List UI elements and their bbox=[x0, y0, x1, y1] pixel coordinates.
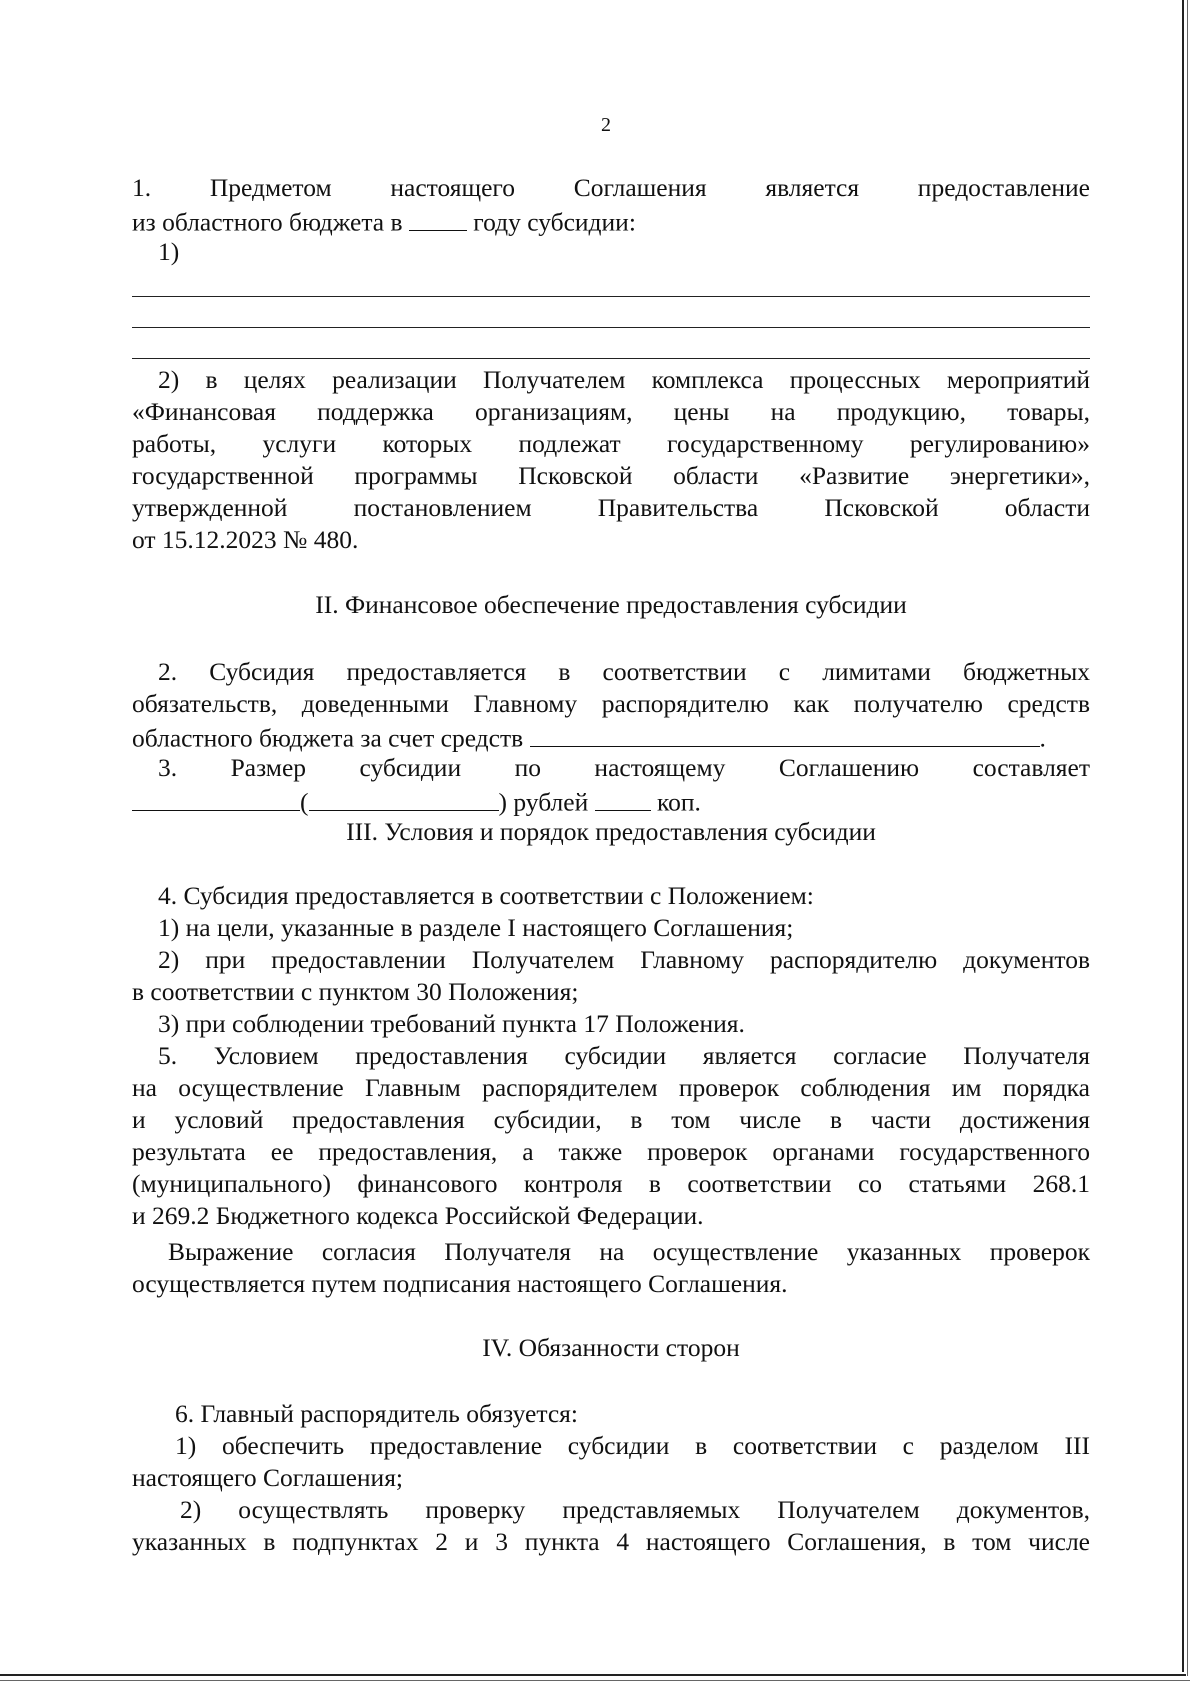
page-edge-bottom bbox=[0, 1674, 1186, 1676]
section-3-heading: III. Условия и порядок предоставления субсидии bbox=[346, 817, 876, 846]
paragraph-2-line-2: обязательств, доведенными Главному распорядителю как получателю средств bbox=[132, 689, 1090, 718]
page-edge-right-shadow bbox=[1187, 0, 1188, 1676]
paragraph-6-item-2-line-1: 2) осуществлять проверку представляемых Получателем документов, bbox=[180, 1495, 1090, 1524]
paragraph-3-line-1: 3. Размер субсидии по настоящему Соглашению составляет bbox=[158, 753, 1090, 782]
paragraph-5-line-5: (муниципального) финансового контроля в соответствии со статьями 268.1 bbox=[132, 1169, 1090, 1198]
paragraph-1-item-2-line-4: государственной программы Псковской области «Развитие энергетики», bbox=[132, 461, 1090, 490]
paragraph-5b-line-1: Выражение согласия Получателя на осуществление указанных проверок bbox=[168, 1237, 1090, 1266]
paragraph-1-line-2-text-b: году субсидии: bbox=[466, 207, 636, 237]
blank-rule-2 bbox=[132, 327, 1090, 328]
paragraph-6-item-2-line-2: указанных в подпунктах 2 и 3 пункта 4 настоящего Соглашения, в том числе bbox=[132, 1527, 1090, 1556]
page-number: 2 bbox=[601, 114, 611, 136]
paragraph-2-line-3 bbox=[132, 720, 1090, 755]
paragraph-1-item-2-line-3: работы, услуги которых подлежат государственному регулированию» bbox=[132, 429, 1090, 458]
paragraph-4-item-3: 3) при соблюдении требований пункта 17 Положения. bbox=[158, 1009, 745, 1038]
paragraph-6-item-1-line-1: 1) обеспечить предоставление субсидии в соответствии с разделом III bbox=[175, 1431, 1090, 1460]
paragraph-4-item-2-line-1: 2) при предоставлении Получателем Главному распорядителю документов bbox=[158, 945, 1090, 974]
paragraph-4-item-1: 1) на цели, указанные в разделе I настоящего Соглашения; bbox=[158, 913, 794, 942]
section-2-heading: II. Финансовое обеспечение предоставления субсидии bbox=[315, 590, 907, 619]
paragraph-1-line-2 bbox=[132, 204, 1090, 239]
funds-source-blank bbox=[530, 720, 1040, 747]
blank-rule-3 bbox=[132, 358, 1090, 359]
paragraph-1-item-2-line-2: «Финансовая поддержка организациям, цены на продукцию, товары, bbox=[132, 397, 1090, 426]
paragraph-6-item-1-line-2: настоящего Соглашения; bbox=[132, 1463, 404, 1492]
paragraph-1-item-2-line-5: утвержденной постановлением Правительства Псковской области bbox=[132, 493, 1090, 522]
paragraph-3-kopecks: коп. bbox=[650, 787, 701, 817]
paragraph-2-line-3-text: областного бюджета за счет средств bbox=[132, 723, 530, 753]
page-edge-bottom-shadow bbox=[0, 1680, 1190, 1681]
paragraph-1-item-2-line-6: от 15.12.2023 № 480. bbox=[132, 525, 359, 554]
paragraph-5-line-3: и условий предоставления субсидии, в том числе в части достижения bbox=[132, 1105, 1090, 1134]
paragraph-4-item-2-line-2: в соответствии с пунктом 30 Положения; bbox=[132, 977, 579, 1006]
paragraph-5-line-4: результата ее предоставления, а также проверок органами государственного bbox=[132, 1137, 1090, 1166]
paragraph-3-rubles: ) рублей bbox=[498, 787, 595, 817]
paragraph-5-line-1: 5. Условием предоставления субсидии является согласие Получателя bbox=[158, 1041, 1090, 1070]
paragraph-1-line-1: 1. Предметом настоящего Соглашения является предоставление bbox=[132, 173, 1090, 202]
page-edge-right bbox=[1182, 0, 1184, 1672]
year-blank bbox=[409, 204, 467, 231]
section-4-heading: IV. Обязанности сторон bbox=[482, 1333, 740, 1362]
amount-words-blank bbox=[309, 784, 499, 811]
paragraph-6-line-1: 6. Главный распорядитель обязуется: bbox=[175, 1399, 578, 1428]
paragraph-1-line-2-text-a: из областного бюджета в bbox=[132, 207, 409, 237]
paragraph-1-item-1: 1) bbox=[158, 237, 180, 266]
paragraph-4-line-1: 4. Субсидия предоставляется в соответствии с Положением: bbox=[158, 881, 814, 910]
paragraph-3-line-2 bbox=[132, 784, 1090, 819]
paragraph-5-line-6: и 269.2 Бюджетного кодекса Российской Федерации. bbox=[132, 1201, 704, 1230]
kopecks-blank bbox=[595, 784, 651, 811]
paragraph-2-line-1: 2. Субсидия предоставляется в соответствии с лимитами бюджетных bbox=[158, 657, 1090, 686]
paragraph-1-item-2-line-1: 2) в целях реализации Получателем комплекса процессных мероприятий bbox=[158, 365, 1090, 394]
blank-rule-1 bbox=[132, 296, 1090, 297]
paragraph-2-line-3-end: . bbox=[1039, 723, 1046, 753]
paragraph-3-open-paren: ( bbox=[300, 787, 309, 817]
paragraph-5b-line-2: осуществляется путем подписания настоящего Соглашения. bbox=[132, 1269, 788, 1298]
amount-digits-blank bbox=[132, 784, 300, 811]
paragraph-5-line-2: на осуществление Главным распорядителем проверок соблюдения им порядка bbox=[132, 1073, 1090, 1102]
